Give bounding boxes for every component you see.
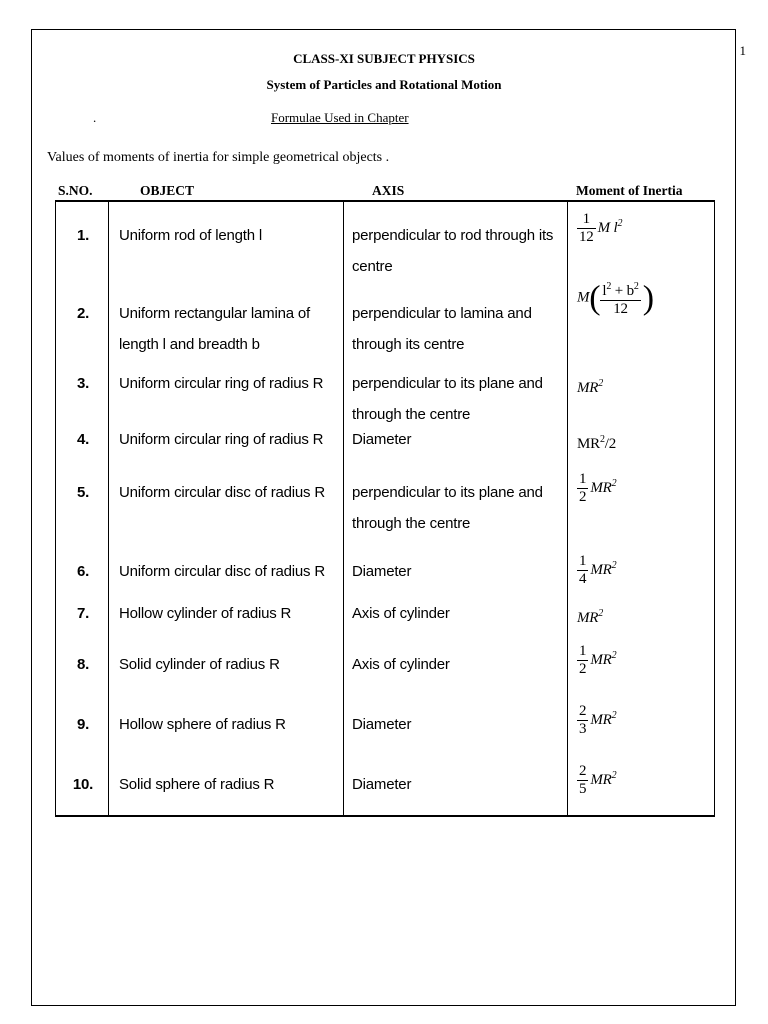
table-right-border [714,200,715,817]
fraction: $\frac{1}{12}$ [579,211,594,246]
row-10-moi: $\frac{2}{5}$ $MR^2$ [579,763,617,798]
row-8-sno: 8. [76,656,90,673]
row-5-sno: 5. [76,484,90,501]
row-2-object: Uniform rectangular lamina of length l and breadth b [119,305,310,353]
row-10-object: Solid sphere of radius R [119,776,275,793]
row-8-moi: $\frac{1}{2}$ $MR^2$ [579,643,617,678]
row-3-object: Uniform circular ring of radius R [119,375,324,392]
stray-dot: . [93,110,97,125]
header-axis: AXIS [372,183,405,198]
row-1-moi: $\frac{1}{12}$ M $l^2$ [579,211,623,246]
fraction: $\frac{1}{2}$ [579,643,587,678]
row-8-axis: Axis of cylinder [352,656,450,673]
document-title: CLASS-XI SUBJECT PHYSICS [293,51,475,66]
chapter-title: System of Particles and Rotational Motion [266,77,502,92]
row-1-sno: 1. [76,227,90,244]
row-10-sno: 10. [72,776,94,793]
row-6-object: Uniform circular disc of radius R [119,563,325,580]
fraction: $\frac{2}{5}$ [579,763,587,798]
row-6-axis: Diameter [352,563,412,580]
row-9-object: Hollow sphere of radius R [119,716,286,733]
header-object: OBJECT [140,183,195,198]
row-4-object: Uniform circular ring of radius R [119,431,324,448]
row-4-axis: Diameter [352,431,412,448]
row-3-moi: $MR^2$ [577,378,604,396]
fraction: $\frac{2}{3}$ [579,703,587,738]
row-2-moi: M( $\frac{l^2 + b^2}{12}$ ) [577,279,654,317]
fraction: $\frac{1}{2}$ [579,471,587,506]
row-3-sno: 3. [76,375,90,392]
row-4-sno: 4. [76,431,90,448]
row-2-axis: perpendicular to lamina and through its centre [352,305,532,353]
row-6-sno: 6. [76,563,90,580]
row-5-object: Uniform circular disc of radius R [119,484,325,501]
page-number: 1 [739,43,746,58]
inertia-table [55,200,715,817]
row-7-object: Hollow cylinder of radius R [119,605,292,622]
fraction: $\frac{l^2 + b^2}{12}$ [600,278,640,318]
row-7-axis: Axis of cylinder [352,605,450,622]
row-1-axis: perpendicular to rod through its centre [352,227,554,275]
fraction: $\frac{1}{4}$ [579,553,587,588]
intro-text: Values of moments of inertia for simple geometrical objects . [47,150,390,165]
row-3-axis: perpendicular to its plane and through the centre [352,375,543,423]
header-moi: Moment of Inertia [576,183,683,198]
row-7-sno: 7. [76,605,90,622]
row-7-moi: $MR^2$ [577,608,604,626]
row-5-moi: $\frac{1}{2}$ $MR^2$ [579,471,617,506]
row-9-sno: 9. [76,716,90,733]
header-sno: S.NO. [58,183,93,198]
row-4-moi: $MR^2/2$ [577,434,617,452]
row-5-axis: perpendicular to its plane and through the centre [352,484,543,532]
row-6-moi: $\frac{1}{4}$ $MR^2$ [579,553,617,588]
table-bottom-rule [55,815,715,817]
row-9-moi: $\frac{2}{3}$ $MR^2$ [579,703,617,738]
row-8-object: Solid cylinder of radius R [119,656,280,673]
section-heading: Formulae Used in Chapter [271,110,409,125]
row-1-object: Uniform rod of length l [119,227,262,244]
row-9-axis: Diameter [352,716,412,733]
table-top-rule [55,200,715,202]
row-2-sno: 2. [76,305,90,322]
row-10-axis: Diameter [352,776,412,793]
